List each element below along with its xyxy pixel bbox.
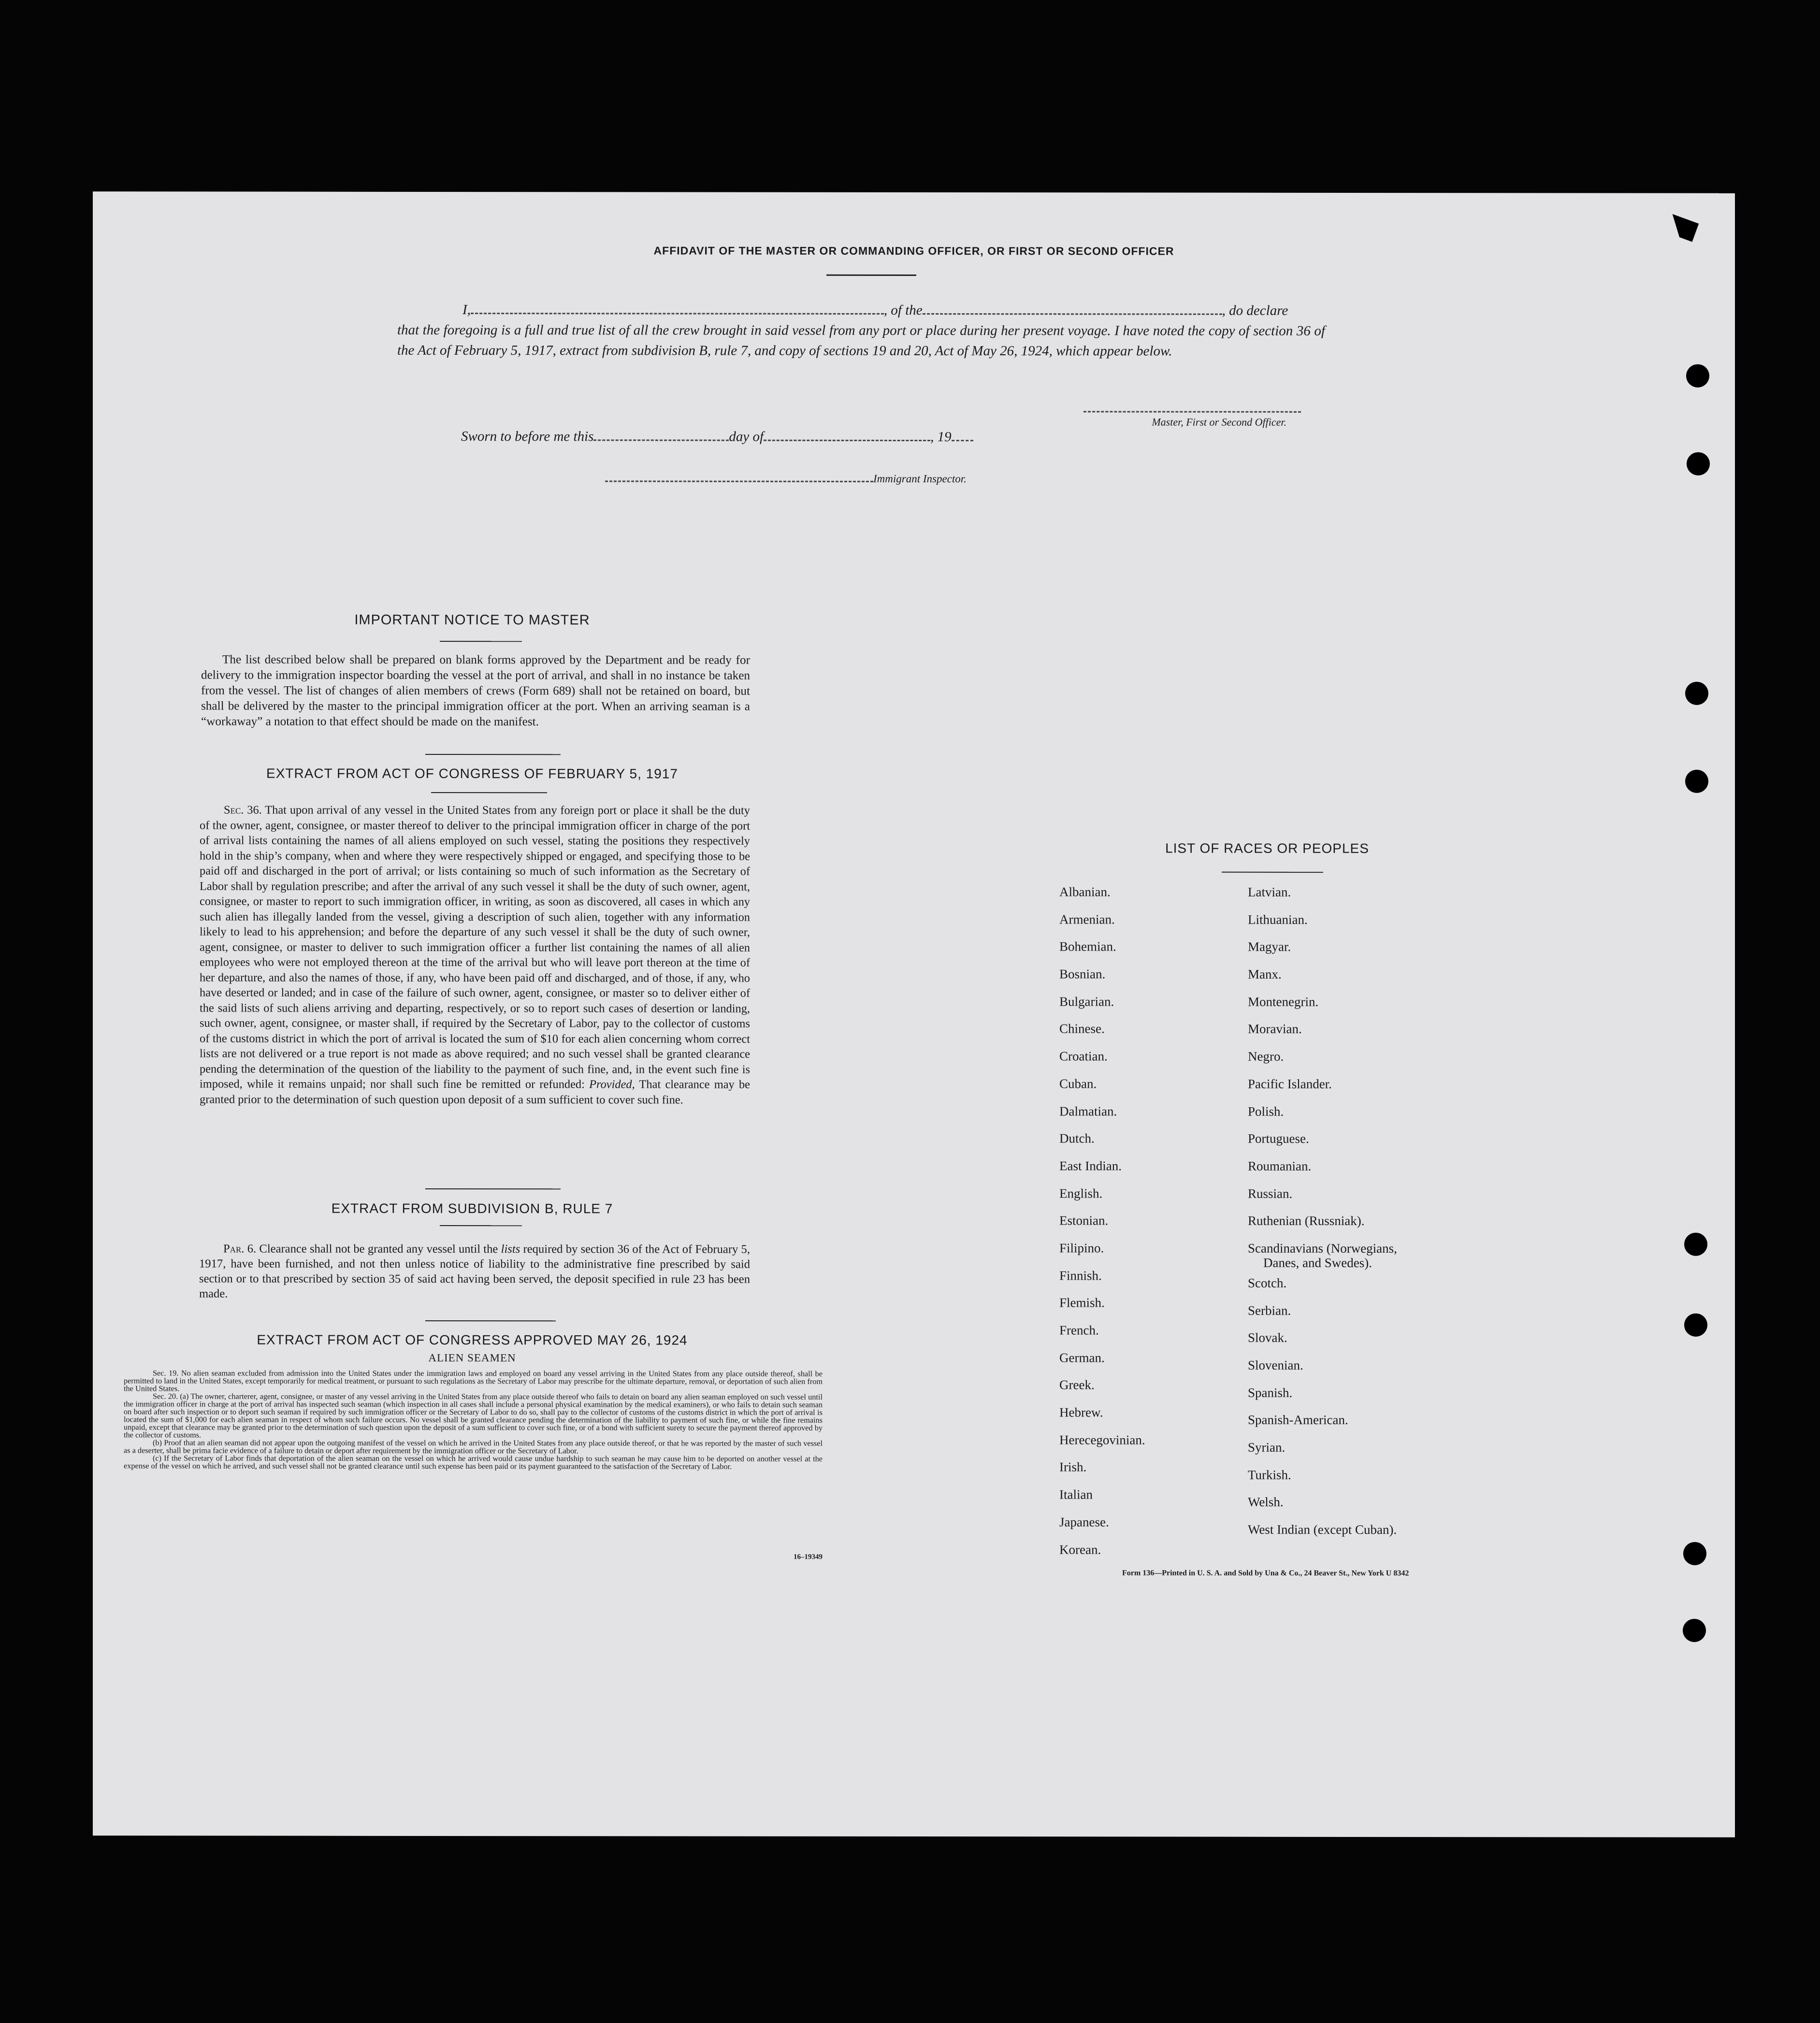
races-title: LIST OF RACES OR PEOPLES — [1165, 840, 1369, 856]
binder-hole — [1686, 364, 1709, 388]
extract-1917-title-rule — [431, 792, 547, 793]
rule7-body — [199, 1241, 750, 1301]
race-item: Scotch. — [1248, 1275, 1287, 1290]
affidavit-body: that the foregoing is a full and true list of all the crew brought in said vessel from any port or place during her present voyage. I have noted the copy of section 36 of the Act of February 5, 1917, extract from subdivision B, rule 7, and copy of sections 19 and 20, Act of May 26, 1924, which appear below. — [397, 322, 1325, 359]
race-item: West Indian (except Cuban). — [1248, 1522, 1397, 1537]
race-item: Montenegrin. — [1248, 994, 1319, 1009]
race-item: Armenian. — [1059, 912, 1115, 927]
race-item: Bosnian. — [1059, 967, 1106, 982]
rule7-title-rule — [440, 1225, 522, 1226]
race-item: Dutch. — [1059, 1131, 1095, 1146]
races-right-column — [1248, 885, 1499, 1550]
sworn-line — [461, 429, 973, 445]
extract-1917-end-rule — [425, 1188, 561, 1189]
i-label: I, — [462, 302, 471, 318]
of-the-label: , of the — [883, 302, 923, 318]
notice-body: The list described below shall be prepared on blank forms approved by the Department and be ready for delivery to the immigration inspector boarding the vessel at the port of arrival, and shall in no instance be taken from the vessel. The list of changes of alien members of crews (Form 689) shall not be retained on board, but shall be delivered by the master to the principal immigration officer at the port. When an arriving seaman is a “workaway” a notation to that effect should be made on the manifest. — [201, 653, 750, 729]
master-signature-line[interactable] — [1083, 411, 1301, 412]
form-code: 16–19349 — [794, 1553, 823, 1561]
affidavit-line-1 — [397, 300, 1325, 321]
race-item: Cuban. — [1059, 1076, 1097, 1091]
printer-footer: Form 136—Printed in U. S. A. and Sold by Una & Co., 24 Beaver St., New York U 8342 — [1122, 1569, 1409, 1578]
race-item: Lithuanian. — [1248, 912, 1308, 927]
day-of-label: day of — [729, 429, 764, 445]
race-item: Hebrew. — [1059, 1405, 1103, 1420]
race-item: Roumanian. — [1248, 1158, 1312, 1173]
affidavit-title: AFFIDAVIT OF THE MASTER OR COMMANDING OFFICER, OR FIRST OR SECOND OFFICER — [653, 244, 1174, 258]
vessel-blank[interactable] — [923, 313, 1222, 315]
race-item: Manx. — [1248, 967, 1282, 982]
inspector-label: Immigrant Inspector. — [873, 472, 967, 485]
rule7-text-a: Clearance shall not be granted any vessel until the — [259, 1242, 498, 1256]
race-item: Bulgarian. — [1059, 994, 1114, 1009]
master-label: Master, First or Second Officer. — [1152, 416, 1286, 428]
race-item: Turkish. — [1248, 1467, 1291, 1482]
binder-hole — [1685, 682, 1708, 705]
binder-hole — [1683, 1542, 1706, 1565]
race-item: Filipino. — [1059, 1241, 1104, 1256]
rule7-end-rule — [425, 1320, 556, 1321]
lists-word: lists — [501, 1243, 520, 1256]
year-label: , 19 — [930, 429, 952, 445]
document-page — [93, 191, 1735, 1837]
races-title-rule — [1222, 872, 1323, 873]
race-item: Welsh. — [1248, 1495, 1284, 1510]
race-item: Syrian. — [1248, 1440, 1286, 1455]
do-declare-label: , do declare — [1222, 303, 1288, 318]
sworn-label: Sworn to before me this — [461, 429, 594, 445]
notice-title-rule — [440, 641, 522, 642]
race-item: Portuguese. — [1248, 1131, 1309, 1146]
race-item: Greek. — [1059, 1377, 1095, 1392]
race-item: Dalmatian. — [1059, 1103, 1117, 1118]
binder-hole — [1684, 1314, 1707, 1337]
race-item: Chinese. — [1059, 1021, 1105, 1036]
extract-1917-title: EXTRACT FROM ACT OF CONGRESS OF FEBRUARY 5, 1917 — [266, 766, 678, 781]
race-item: Russian. — [1248, 1186, 1293, 1201]
binder-hole — [1685, 770, 1708, 793]
race-item: Latvian. — [1248, 884, 1291, 899]
race-item: Finnish. — [1059, 1268, 1102, 1283]
races-left-column — [1059, 884, 1243, 1570]
rule7-text-b: required by section 36 of the Act of February 5, 1917, have been furnished, and not then unless notice of liability to the administrative fine prescribed by said section or to that prescribed by section 35 of said act having been served, the deposit specified in rule 23 has been made. — [199, 1243, 751, 1300]
notice-title: IMPORTANT NOTICE TO MASTER — [354, 612, 590, 628]
sworn-month-blank[interactable] — [764, 440, 930, 441]
sworn-year-blank[interactable] — [952, 440, 973, 441]
extract-1917-body — [200, 802, 750, 1107]
race-item: Danes, and Swedes). — [1263, 1255, 1372, 1270]
race-item: Herecegovinian. — [1059, 1432, 1145, 1447]
race-item: Bohemian. — [1059, 939, 1116, 954]
binder-hole — [1683, 1619, 1706, 1642]
corner-tear-mark — [1666, 214, 1699, 242]
provided-label: Provided, — [589, 1078, 635, 1091]
sec-36-end: That clearance may be granted prior to the determination of such question upon deposit of a sum sufficient to cover such fine. — [200, 1078, 750, 1107]
rule7-title: EXTRACT FROM SUBDIVISION B, RULE 7 — [331, 1200, 613, 1216]
extract-1924-subtitle: ALIEN SEAMEN — [428, 1351, 516, 1364]
race-item: Slovak. — [1248, 1330, 1287, 1345]
race-item: Ruthenian (Russniak). — [1248, 1213, 1365, 1228]
race-item: Magyar. — [1248, 939, 1291, 954]
sec-36-text: That upon arrival of any vessel in the United States from any foreign port or place it shall be the duty of the owner, agent, consignee, or master thereof to deliver to the principal immigration officer in charge of the port of arrival lists containing the names of all aliens employed on such vessel, stating the positions they respectively hold in the ship’s company, when and where they were respectively shipped or engaged, and specifying those to be paid off and discharged in the port of arrival; or lists containing so much of such information as the Secretary of Labor shall by regulation prescribe; and after the arrival of any such vessel it shall be the duty of such owner, agent, consignee, or master to report to such immigration officer, in writing, as soon as discovered, all cases in which any such alien has illegally landed from the vessel, giving a description of such alien, together with any information likely to lead to his apprehension; and before the departure of any such vessel it shall be the duty of such owner, agent, consignee, or master to deliver to such immigration officer a further list containing the names of all alien employees who were not employed thereon at the time of the arrival but who will leave port thereon at the time of her departure, and also the names of those, if any, who have been paid off and discharged, and of those, if any, who have deserted or landed; and in case of the failure of such owner, agent, consignee, or master so to deliver either of the said lists of such aliens arriving and departing, respectively, or so to report such cases of desertion or landing, such owner, agent, consignee, or master shall, if required by the Secretary of Labor, pay to the collector of customs of the customs district in which the port of arrival is located the sum of $10 for each alien concerning whom correct lists are not delivered or a true report is not made as above required; and no such vessel shall be granted clearance pending the determination of the question of the liability to the payment of such fine, and, in the event such fine is imposed, while it remains unpaid; nor shall such fine be remitted or refunded: — [200, 803, 750, 1091]
name-blank[interactable] — [471, 313, 884, 315]
binder-hole — [1684, 1233, 1707, 1256]
sec-36-label: Sec. 36. — [224, 803, 262, 817]
notice-end-rule — [425, 754, 561, 755]
race-item: Italian — [1059, 1487, 1093, 1502]
race-item: Korean. — [1059, 1542, 1101, 1557]
inspector-signature-blank[interactable] — [605, 480, 873, 482]
race-item: Negro. — [1248, 1049, 1284, 1064]
binder-hole — [1687, 452, 1710, 476]
extract-1924-title: EXTRACT FROM ACT OF CONGRESS APPROVED MAY 26, 1924 — [257, 1332, 688, 1348]
race-item: Spanish-American. — [1248, 1413, 1348, 1428]
race-item: Croatian. — [1059, 1049, 1108, 1064]
par-6-label: Par. 6. — [223, 1242, 257, 1256]
affidavit-title-rule — [826, 275, 916, 276]
race-item: Irish. — [1059, 1459, 1087, 1474]
extract-1924-body — [124, 1369, 823, 1471]
race-item: Scandinavians (Norwegians, — [1248, 1241, 1397, 1256]
race-item: Japanese. — [1059, 1515, 1109, 1530]
race-item: German. — [1059, 1350, 1105, 1365]
race-item: English. — [1059, 1185, 1103, 1200]
race-item: Pacific Islander. — [1248, 1076, 1332, 1091]
affidavit-block — [397, 300, 1325, 361]
sec-20b-text: (b) Proof that an alien seaman did not appear upon the outgoing manifest of the vessel on which he arrived in the United States from any place outside thereof, or that he was reported by the master of such vessel as a deserter, shall be prima facie evidence of a failure to detain or deport after requirement by the immigration officer or the Secretary of Labor. — [124, 1438, 823, 1456]
race-item: Flemish. — [1059, 1295, 1105, 1310]
race-item: Moravian. — [1248, 1022, 1302, 1037]
sec-20a-text: Sec. 20. (a) The owner, charterer, agent, consignee, or master of any vessel arriving in the United States from any place outside thereof who fails to detain on board any alien seaman employed on such vessel until the immigration officer in charge at the port of arrival has inspected such seaman (which inspection in all cases shall include a personal physical examination by the medical examiners), or who fails to detain such seaman on board after such inspection or to deport such seaman if required by such immigration officer or the Secretary of Labor to do so, shall pay to the collector of customs of the customs district in which the port of arrival is located the sum of $1,000 for each alien seaman in respect of whom such failure occurs. No vessel shall be granted clearance pending the determination of the liability to payment of such fine, or while the fine remains unpaid, except that clearance may be granted prior to the determination of such question upon the deposit of a sum sufficient to cover such fine, or of a bond with sufficient surety to secure the payment thereof approved by the collector of customs. — [124, 1391, 823, 1440]
sec-20c-text: (c) If the Secretary of Labor finds that deportation of the alien seaman on the vessel on which he arrived would cause undue hardship to such seaman he may cause him to be deported on another vessel at the expense of the vessel on which he arrived, and such vessel shall not be granted clearance until such expense has been paid or its payment guaranteed to the satisfaction of the Secretary of Labor. — [124, 1453, 823, 1471]
race-item: Serbian. — [1248, 1303, 1291, 1318]
race-item: French. — [1059, 1323, 1099, 1338]
race-item: Estonian. — [1059, 1213, 1109, 1228]
race-item: East Indian. — [1059, 1158, 1122, 1173]
race-item: Albanian. — [1059, 884, 1111, 899]
race-item: Polish. — [1248, 1104, 1284, 1119]
race-item: Slovenian. — [1248, 1358, 1303, 1373]
sworn-day-blank[interactable] — [593, 439, 729, 441]
race-item: Spanish. — [1248, 1385, 1293, 1400]
sec-19-text: Sec. 19. No alien seaman excluded from admission into the United States under the immigration laws and employed on board any vessel arriving in the United States from any place outside thereof, shall be permitted to land in the United States, except temporarily for medical treatment, or pursuant to such regulations as the Secretary of Labor may prescribe for the ultimate departure, removal, or deportation of such alien from the United States. — [124, 1368, 823, 1393]
inspector-line — [605, 472, 967, 485]
